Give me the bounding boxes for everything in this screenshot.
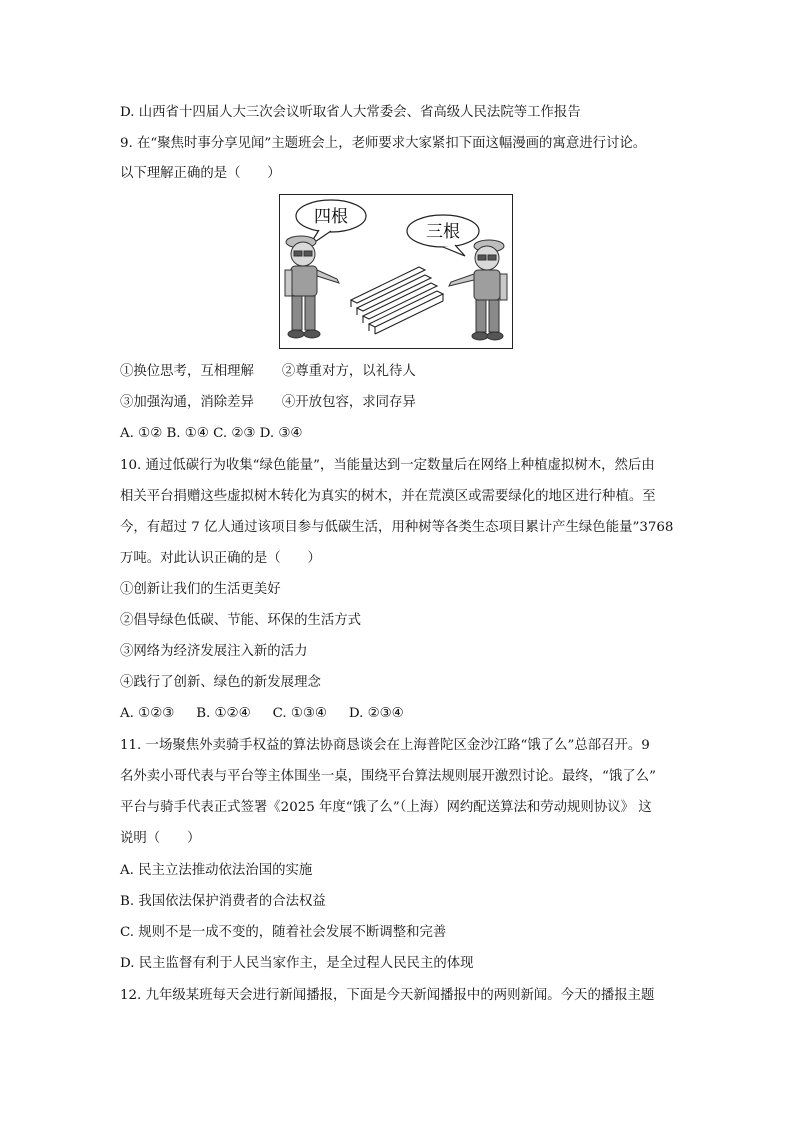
- q9-options-row-2: [120, 393, 416, 413]
- q9-stem-line-2: 以下理解正确的是（ ）: [120, 166, 281, 181]
- q10-stem-line-1: 10. 通过低碳行为收集“绿色能量”，当能量达到一定数量后在网络上种植虚拟树木，然后由: [120, 458, 655, 473]
- q9-option-3: ③加强沟通，消除差异: [120, 395, 254, 410]
- q9-stem-line-1: 9. 在“聚焦时事分享见闻”主题班会上，老师要求大家紧扣下面这幅漫画的寓意进行讨论。: [120, 136, 647, 151]
- q12-stem-line-1: 12. 九年级某班每天会进行新闻播报，下面是今天新闻播报中的两则新闻。今天的播报主题: [120, 988, 655, 1003]
- bubble-right-text: 三根: [426, 222, 460, 242]
- q10-choice-b: B. ①②④: [196, 706, 251, 721]
- q10-choices: [120, 704, 404, 724]
- q11-stem-line-4: 说明（ ）: [120, 831, 201, 846]
- q11-option-b: B. 我国依法保护消费者的合法权益: [120, 894, 326, 909]
- q10-option-4: ④践行了创新、绿色的新发展理念: [120, 675, 321, 690]
- q11-stem-line-3: 平台与骑手代表正式签署《2025 年度“饿了么”（上海）网约配送算法和劳动规则协议》 这: [120, 800, 652, 815]
- q10-stem-line-3: 今，有超过 7 亿人通过该项目参与低碳生活，用种树等各类生态项目累计产生绿色能量”3768: [120, 520, 674, 535]
- q11-option-c: C. 规则不是一成不变的，随着社会发展不断调整和完善: [120, 925, 447, 940]
- q9-option-1: ①换位思考，互相理解: [120, 364, 254, 379]
- q11-option-d: D. 民主监督有利于人民当家作主，是全过程人民民主的体现: [120, 956, 474, 971]
- q10-option-3: ③网络为经济发展注入新的活力: [120, 644, 308, 659]
- bubble-left-text: 四根: [314, 207, 348, 227]
- q10-choice-d: D. ②③④: [348, 706, 404, 721]
- q9-cartoon-image: [279, 194, 513, 349]
- q9-choices: A. ①② B. ①④ C. ②③ D. ③④: [120, 426, 303, 441]
- q10-choice-c: C. ①③④: [272, 706, 327, 721]
- q10-option-1: ①创新让我们的生活更美好: [120, 582, 281, 597]
- q10-stem-line-4: 万吨。对此认识正确的是（ ）: [120, 551, 321, 566]
- q9-option-2: ②尊重对方，以礼待人: [281, 364, 416, 379]
- q8-option-d: D. 山西省十四届人大三次会议听取省人大常委会、省高级人民法院等工作报告: [120, 105, 581, 120]
- q10-option-2: ②倡导绿色低碳、节能、环保的生活方式: [120, 613, 362, 628]
- q11-stem-line-1: 11. 一场聚焦外卖骑手权益的算法协商恳谈会在上海普陀区金沙江路“饿了么”总部召开。9: [120, 738, 650, 753]
- q9-option-4: ④开放包容，求同存异: [281, 395, 416, 410]
- q10-stem-line-2: 相关平台捐赠这些虚拟树木转化为真实的树木，并在荒漠区或需要绿化的地区进行种植。至: [120, 489, 656, 504]
- q9-options-row-1: [120, 362, 416, 382]
- q11-option-a: A. 民主立法推动依法治国的实施: [120, 863, 313, 878]
- q11-stem-line-2: 名外卖小哥代表与平台等主体围坐一桌，围绕平台算法规则展开激烈讨论。最终，“饿了么”: [120, 769, 656, 784]
- q10-choice-a: A. ①②③: [120, 706, 175, 721]
